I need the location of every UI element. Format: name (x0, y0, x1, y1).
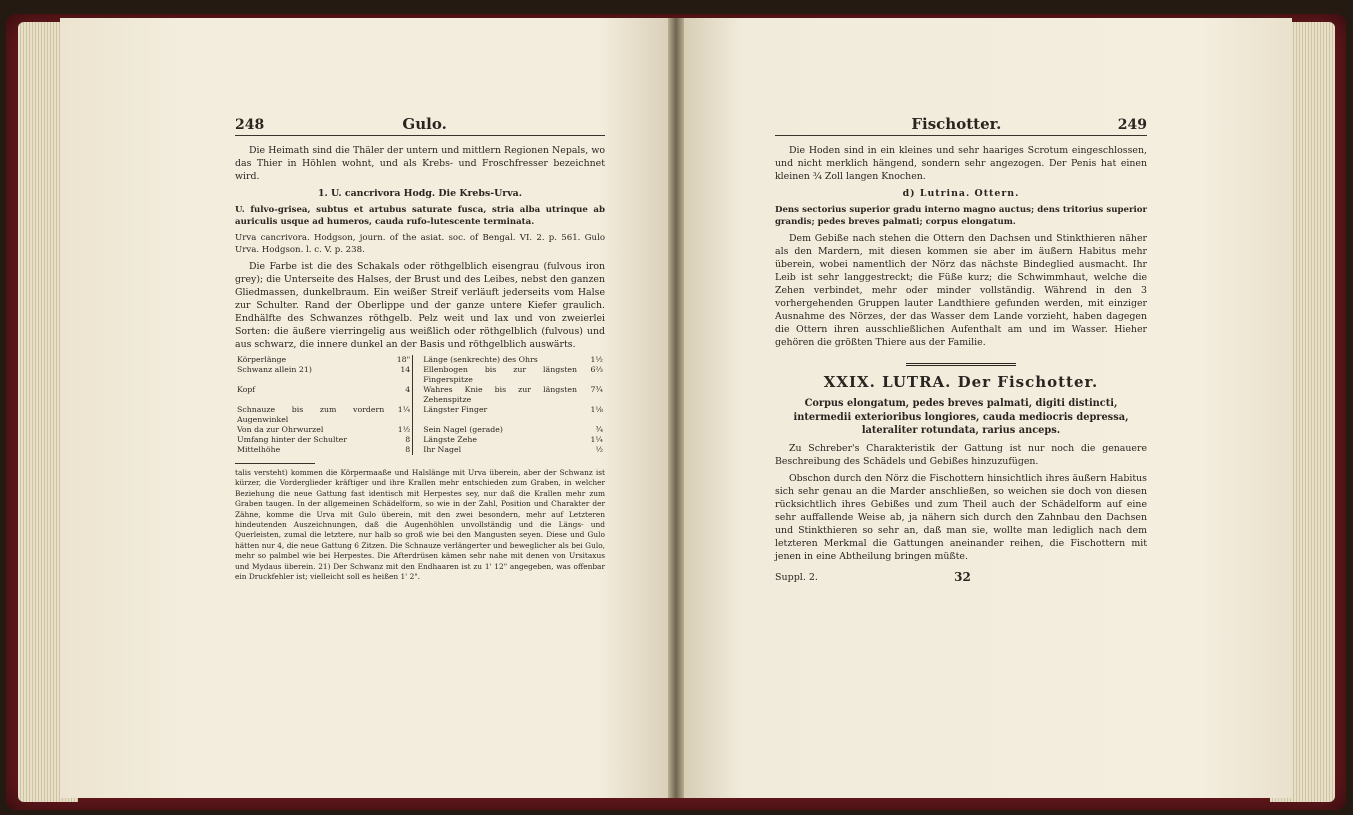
running-title: Fischotter. (911, 115, 1002, 133)
left-column (235, 115, 605, 582)
table-row: Schnauze bis zum vordern Augenwinkel 1¼ Längster Finger 1⅛ (237, 405, 603, 424)
paragraph: Zu Schreber's Charakteristik der Gattung ist nur noch die genauere Beschreibung des Schädels und Gebißes hinzuzufügen. (775, 442, 1147, 467)
species-heading: 1. U. cancrivora Hodg. Die Krebs-Urva. (317, 188, 523, 199)
running-head-left (235, 115, 605, 136)
table-row: Von da zur Ohrwurzel 1½ Sein Nagel (gerade) ¾ (237, 425, 603, 434)
latin-genus-diagnosis: Corpus elongatum, pedes breves palmati, digiti distincti, intermedii exterioribus longiores, cauda mediocris depressa, lateraliter rotundata, rarius anceps. (793, 398, 1129, 436)
table-row: Mittelhöhe 8 Ihr Nagel ½ (237, 445, 603, 454)
footnote: talis versteht) kommen die Körpermaaße und Halslänge mit Urva überein, aber der Schwanz ist kürzer, die Vorderglieder kräftiger und ihre Krallen mehr entschieden zum Graben, in welcher Beziehung die neue Gattung fast identisch mit Herpestes sey, nur daß die Krallen mehr zum Graben taugen. In der allgemeinen Schädelform, so wie in der Zahl, Position und Charakter der Zähne, komme die Urva mit Gulo überein, mit den zwei besondern, mehr auf Letzteren hindeutenden Auszeichnungen, daß die Augenhöhlen unvollständig und die Längs- und Querleisten, zumal die letztere, nur halb so groß wie bei den Mangusten seyen. Diese und Gulo hätten nur 4, die neue Gattung 6 Zitzen. Die Schnauze verlängerter und beweglicher als bei Gulo, mehr so palmbel wie bei Herpestes. Die Afterdrüsen kämen sehr nahe mit denen von Ursitaxus und Mydaus überein. 21) Der Schwanz mit den Endhaaren ist zu 1' 12" angegeben, was offenbar ein Druckfehler ist; vielleicht soll es heißen 1' 2". (235, 468, 605, 582)
footnote-rule (235, 463, 315, 464)
table-row: Kopf 4 Wahres Knie bis zur längsten Zehenspitze 7¾ (237, 385, 603, 404)
measurement-table (235, 355, 605, 455)
paragraph: Die Heimath sind die Thäler der untern und mittlern Regionen Nepals, wo das Thier in Höhlen wohnt, und als Krebs- und Froschfresser bezeichnet wird. (235, 145, 605, 182)
paragraph: Die Hoden sind in ein kleines und sehr haariges Scrotum eingeschlossen, und nicht merklich hängend, sondern sehr angezogen. Der Penis hat einen kleinen ¾ Zoll langen Knochen. (775, 145, 1147, 182)
paragraph: Dem Gebiße nach stehen die Ottern den Dachsen und Stinkthieren näher als den Mardern, mit diesen kommen sie aber im äußern Habitus mehr überein, wobei namentlich der Nörz das nächste Bindeglied ausmacht. Ihr Leib ist sehr langgestreckt; die Füße kurz; die Schwimmhaut, welche die Zehen verbindet, mehr oder minder vollständig. Während in den 3 vorhergehenden Gruppen lauter Landthiere gefunden werden, mit einziger Ausnahme des Nörzes, der das Wasser dem Lande vorzieht, haben dagegen die Ottern ihren ausschließlichen Aufenthalt am und im Wasser. Hieher gehören die größten Thiere aus der Familie. (775, 233, 1147, 348)
page-number: 248 (235, 117, 265, 133)
section-rule (906, 363, 1016, 366)
references: Urva cancrivora. Hodgson, journ. of the asiat. soc. of Bengal. VI. 2. p. 561. Gulo Urva. Hodgson. l. c. V. p. 238. (235, 233, 605, 255)
right-column (775, 115, 1147, 584)
book-gutter (668, 18, 684, 798)
sheet-number: 32 (954, 569, 971, 584)
running-head-right (775, 115, 1147, 136)
paragraph: Obschon durch den Nörz die Fischottern hinsichtlich ihres äußern Habitus sich sehr genau an die Marder anschließen, so weichen sie doch von diesen rücksichtlich ihres Gebißes und zum Theil auch der Schädelform auf eine sehr auffallende Weise ab, ja nähern sich durch den Zahnbau den Dachsen und Stinkthieren so sehr an, daß man sie, wollte man lediglich nach dem letzteren Merkmal die Gattungen aneinander reihen, die Fischottern mit jenen in eine Abtheilung bringen müßte. (775, 472, 1147, 562)
latin-diagnosis: Dens sectorius superior gradu interno magno auctus; dens tritorius superior grandis; pedes breves palmati; corpus elongatum. (775, 205, 1147, 227)
table-row: Umfang hinter der Schulter 8 Längste Zehe 1¼ (237, 435, 603, 444)
latin-diagnosis: U. fulvo-grisea, subtus et artubus saturate fusca, stria alba utrinque ab auriculis usque ad humeros, cauda rufo-lutescente terminata. (235, 205, 605, 227)
table-row: Schwanz allein 21) 14 Ellenbogen bis zur längsten Fingerspitze 6⅔ (237, 365, 603, 384)
table-row: Körperlänge 18" Länge (senkrechte) des Ohrs 1½ (237, 355, 603, 364)
section-title: XXIX. LUTRA. Der Fischotter. (823, 373, 1099, 391)
page-number: 249 (1117, 117, 1147, 133)
paragraph: Die Farbe ist die des Schakals oder röthgelblich eisengrau (fulvous iron grey); die Unterseite des Halses, der Brust und des Leibes, nebst den ganzen Gliedmassen, dunkelbraum. Ein weißer Streif verläuft jederseits vom Halse zur Schulter. Rand der Oberlippe und der ganze untere Kiefer graulich. Endhälfte des Schwanzes röthgelb. Pelz weit und lax und von zweierlei Sorten: die äußere vierringelig aus weißlich oder röthgelblich (fulvous) und aus schwarz, die innere dunkel an der Basis und röthgelblich auswärts. (235, 261, 605, 350)
running-title: Gulo. (402, 115, 447, 133)
signature-mark: Suppl. 2. (775, 571, 818, 583)
subgroup-heading: d) Lutrina. Ottern. (902, 188, 1020, 199)
page-footer (775, 571, 1147, 584)
